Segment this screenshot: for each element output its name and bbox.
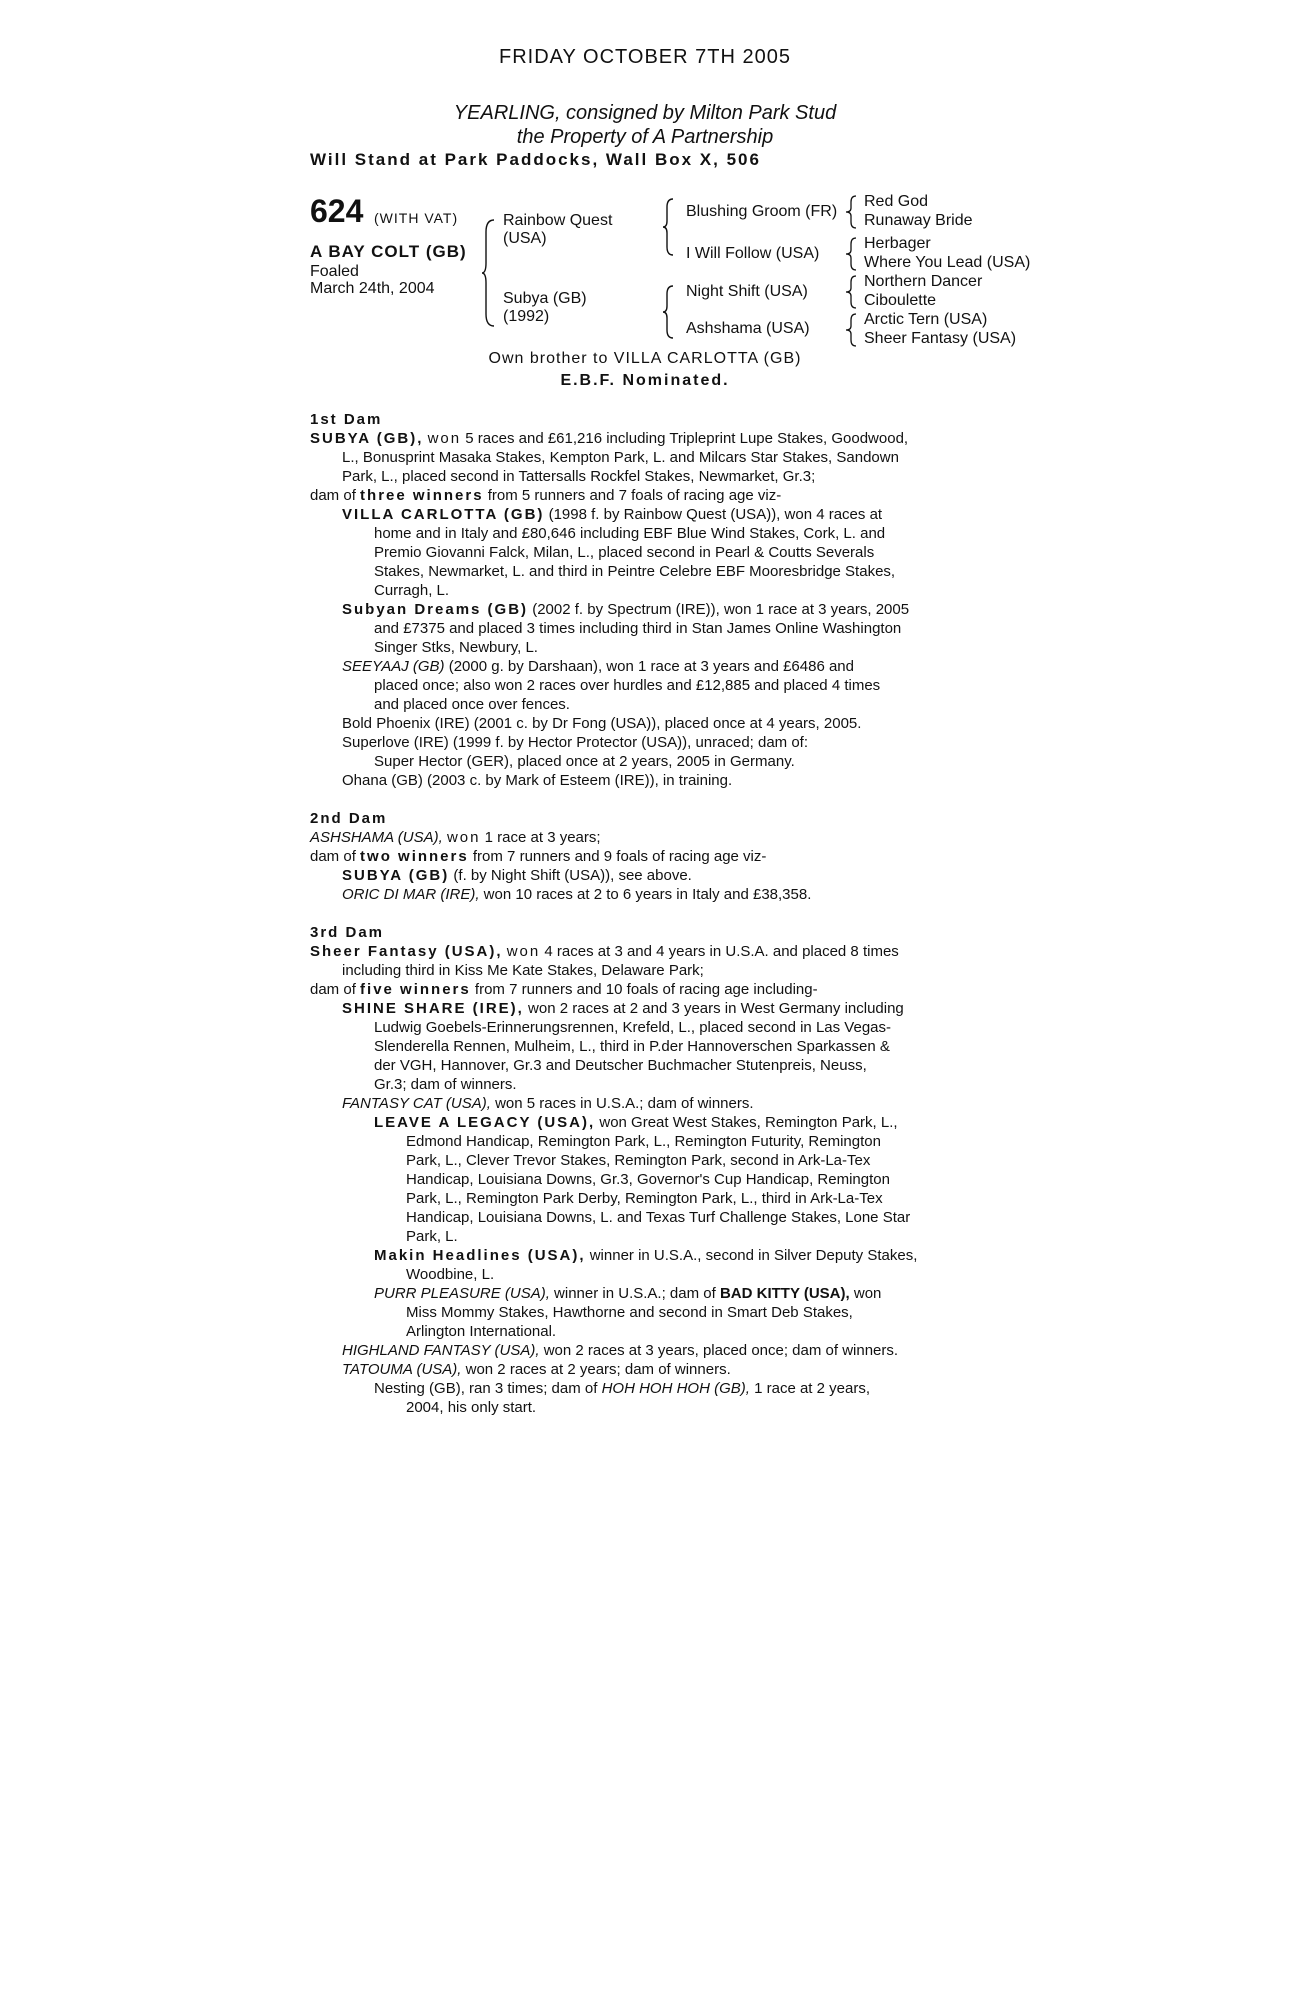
second-dam-line: ASHSHAMA (USA), won 1 race at 3 years;	[310, 829, 601, 846]
pedigree-dam	[503, 290, 587, 326]
grand-produce-entry: PURR PLEASURE (USA), winner in U.S.A.; dam of BAD KITTY (USA), won	[374, 1285, 882, 1302]
produce-entry: Superlove (IRE) (1999 f. by Hector Protector (USA)), unraced; dam of:	[342, 734, 809, 751]
pedigree-brace-dam	[663, 284, 675, 340]
section-gap	[310, 790, 982, 809]
produce-entry: Ohana (GB) (2003 c. by Mark of Esteem (IRE)), in training.	[342, 772, 733, 789]
pedigree-g3-1: Red God	[864, 193, 929, 210]
produce-entry-line: Ludwig Goebels-Erinnerungsrennen, Krefeld, L., placed second in Las Vegas-	[374, 1019, 891, 1036]
property-line: the Property of A Partnership	[516, 126, 774, 148]
first-dam-heading: 1st Dam	[310, 411, 383, 428]
produce-entry-line: Slenderella Rennen, Mulheim, L., third in P.der Hannoverschen Sparkassen &	[374, 1038, 890, 1055]
produce-entry-line: Stakes, Newmarket, L. and third in Peintre Celebre EBF Mooresbridge Stakes,	[374, 563, 896, 580]
grand-produce-entry: LEAVE A LEGACY (USA), won Great West Stakes, Remington Park, L.,	[374, 1114, 898, 1131]
produce-entry: Bold Phoenix (IRE) (2001 c. by Dr Fong (USA)), placed once at 4 years, 2005.	[342, 715, 862, 732]
pedigree-brace-g1	[846, 194, 858, 230]
pedigree-g3-3: Herbager	[864, 235, 931, 252]
lot-number: 624	[310, 193, 364, 229]
foaled-label: Foaled	[310, 263, 359, 280]
pedigree-g3-5: Northern Dancer	[864, 273, 983, 290]
section-gap	[310, 904, 982, 923]
pedigree-brace-main	[482, 218, 496, 328]
third-dam-heading: 3rd Dam	[310, 924, 385, 941]
dam-record	[310, 410, 982, 1417]
produce-entry: FANTASY CAT (USA), won 5 races in U.S.A.; dam of winners.	[342, 1095, 754, 1112]
produce-entry-line: Premio Giovanni Falck, Milan, L., placed second in Pearl & Coutts Severals	[374, 544, 875, 561]
produce-entry-line: Curragh, L.	[374, 582, 450, 599]
second-dam-heading: 2nd Dam	[310, 810, 388, 827]
first-dam-produce-summary: dam of three winners from 5 runners and 7 foals of racing age viz-	[310, 487, 782, 504]
produce-entry-line: Woodbine, L.	[406, 1266, 495, 1283]
third-dam-produce-summary: dam of five winners from 7 runners and 10 foals of racing age including-	[310, 981, 818, 998]
produce-entry-line: Arlington International.	[406, 1323, 557, 1340]
third-dam-line: Sheer Fantasy (USA), won 4 races at 3 and 4 years in U.S.A. and placed 8 times	[310, 943, 899, 960]
dam-name: Subya (GB)	[503, 290, 587, 307]
produce-entry-line: Park, L.	[406, 1228, 458, 1245]
sire-origin: (USA)	[503, 230, 547, 247]
first-dam-line: L., Bonusprint Masaka Stakes, Kempton Park, L. and Milcars Star Stakes, Sandown	[342, 449, 899, 466]
produce-entry: SEEYAAJ (GB) (2000 g. by Darshaan), won 1 race at 3 years and £6486 and	[342, 658, 854, 675]
pedigree-g3-4: Where You Lead (USA)	[864, 254, 1031, 271]
sire-name: Rainbow Quest	[503, 212, 613, 229]
second-dam-produce-summary: dam of two winners from 7 runners and 9 foals of racing age viz-	[310, 848, 767, 865]
foaling-info	[310, 263, 435, 297]
consignor-line: YEARLING, consigned by Milton Park Stud	[453, 102, 837, 124]
pedigree-g3-8: Sheer Fantasy (USA)	[864, 330, 1017, 347]
first-dam-line: SUBYA (GB), won 5 races and £61,216 including Tripleprint Lupe Stakes, Goodwood,	[310, 430, 909, 447]
produce-entry-line: Handicap, Louisiana Downs, L. and Texas Turf Challenge Stakes, Lone Star	[406, 1209, 911, 1226]
stable-location: Will Stand at Park Paddocks, Wall Box X, 506	[310, 150, 761, 169]
produce-entry-line: Edmond Handicap, Remington Park, L., Remington Futurity, Remington	[406, 1133, 881, 1150]
pedigree-g3-2: Runaway Bride	[864, 212, 973, 229]
first-dam-line: Park, L., placed second in Tattersalls Rockfel Stakes, Newmarket, Gr.3;	[342, 468, 816, 485]
produce-entry-line: 2004, his only start.	[406, 1399, 537, 1416]
produce-entry-line: and £7375 and placed 3 times including third in Stan James Online Washington	[374, 620, 902, 637]
produce-entry-line: der VGH, Hannover, Gr.3 and Deutscher Buchmacher Stutenpreis, Neuss,	[374, 1057, 867, 1074]
pedigree-brace-g2	[846, 236, 858, 272]
produce-entry-line: and placed once over fences.	[374, 696, 570, 713]
sale-date: FRIDAY OCTOBER 7TH 2005	[499, 46, 791, 68]
pedigree-g3-7: Arctic Tern (USA)	[864, 311, 988, 328]
produce-entry: VILLA CARLOTTA (GB) (1998 f. by Rainbow Quest (USA)), won 4 races at	[342, 506, 883, 523]
vat-note: (WITH VAT)	[374, 210, 459, 226]
pedigree-brace-sire	[663, 197, 675, 257]
foaled-date: March 24th, 2004	[310, 280, 435, 297]
pedigree-brace-g4	[846, 312, 858, 348]
pedigree-g2-3: Night Shift (USA)	[686, 283, 808, 300]
pedigree-g2-4: Ashshama (USA)	[686, 320, 810, 337]
produce-entry: SUBYA (GB) (f. by Night Shift (USA)), see above.	[342, 867, 692, 884]
produce-entry-line: Singer Stks, Newbury, L.	[374, 639, 538, 656]
produce-entry-line: home and in Italy and £80,646 including EBF Blue Wind Stakes, Cork, L. and	[374, 525, 886, 542]
produce-entry: SHINE SHARE (IRE), won 2 races at 2 and 3 years in West Germany including	[342, 1000, 904, 1017]
pedigree-sire	[503, 212, 612, 248]
pedigree-g2-2: I Will Follow (USA)	[686, 245, 820, 262]
produce-entry: Subyan Dreams (GB) (2002 f. by Spectrum (IRE)), won 1 race at 3 years, 2005	[342, 601, 910, 618]
grand-produce-entry: Nesting (GB), ran 3 times; dam of HOH HOH HOH (GB), 1 race at 2 years,	[374, 1380, 871, 1397]
produce-entry-line: Park, L., Remington Park Derby, Remington Park, L., third in Ark-La-Tex	[406, 1190, 883, 1207]
produce-entry-line: placed once; also won 2 races over hurdles and £12,885 and placed 4 times	[374, 677, 881, 694]
third-dam-line: including third in Kiss Me Kate Stakes, Delaware Park;	[342, 962, 704, 979]
own-brother-note: Own brother to VILLA CARLOTTA (GB)	[488, 350, 802, 367]
produce-entry-line: Handicap, Louisiana Downs, Gr.3, Governor's Cup Handicap, Remington	[406, 1171, 890, 1188]
pedigree-brace-g3	[846, 274, 858, 310]
produce-entry-line: Gr.3; dam of winners.	[374, 1076, 517, 1093]
ebf-note: E.B.F. Nominated.	[560, 372, 730, 389]
dam-year: (1992)	[503, 308, 550, 325]
produce-entry-line: Super Hector (GER), placed once at 2 years, 2005 in Germany.	[374, 753, 795, 770]
produce-entry: ORIC DI MAR (IRE), won 10 races at 2 to 6 years in Italy and £38,358.	[342, 886, 812, 903]
produce-entry-line: Miss Mommy Stakes, Hawthorne and second in Smart Deb Stakes,	[406, 1304, 853, 1321]
produce-entry-line: Park, L., Clever Trevor Stakes, Remington Park, second in Ark-La-Tex	[406, 1152, 871, 1169]
pedigree-g2-1: Blushing Groom (FR)	[686, 203, 838, 220]
grand-produce-entry: Makin Headlines (USA), winner in U.S.A., second in Silver Deputy Stakes,	[374, 1247, 918, 1264]
produce-entry: HIGHLAND FANTASY (USA), won 2 races at 3 years, placed once; dam of winners.	[342, 1342, 899, 1359]
pedigree-g3-6: Ciboulette	[864, 292, 937, 309]
horse-description: A BAY COLT (GB)	[310, 242, 467, 261]
produce-entry: TATOUMA (USA), won 2 races at 2 years; dam of winners.	[342, 1361, 731, 1378]
